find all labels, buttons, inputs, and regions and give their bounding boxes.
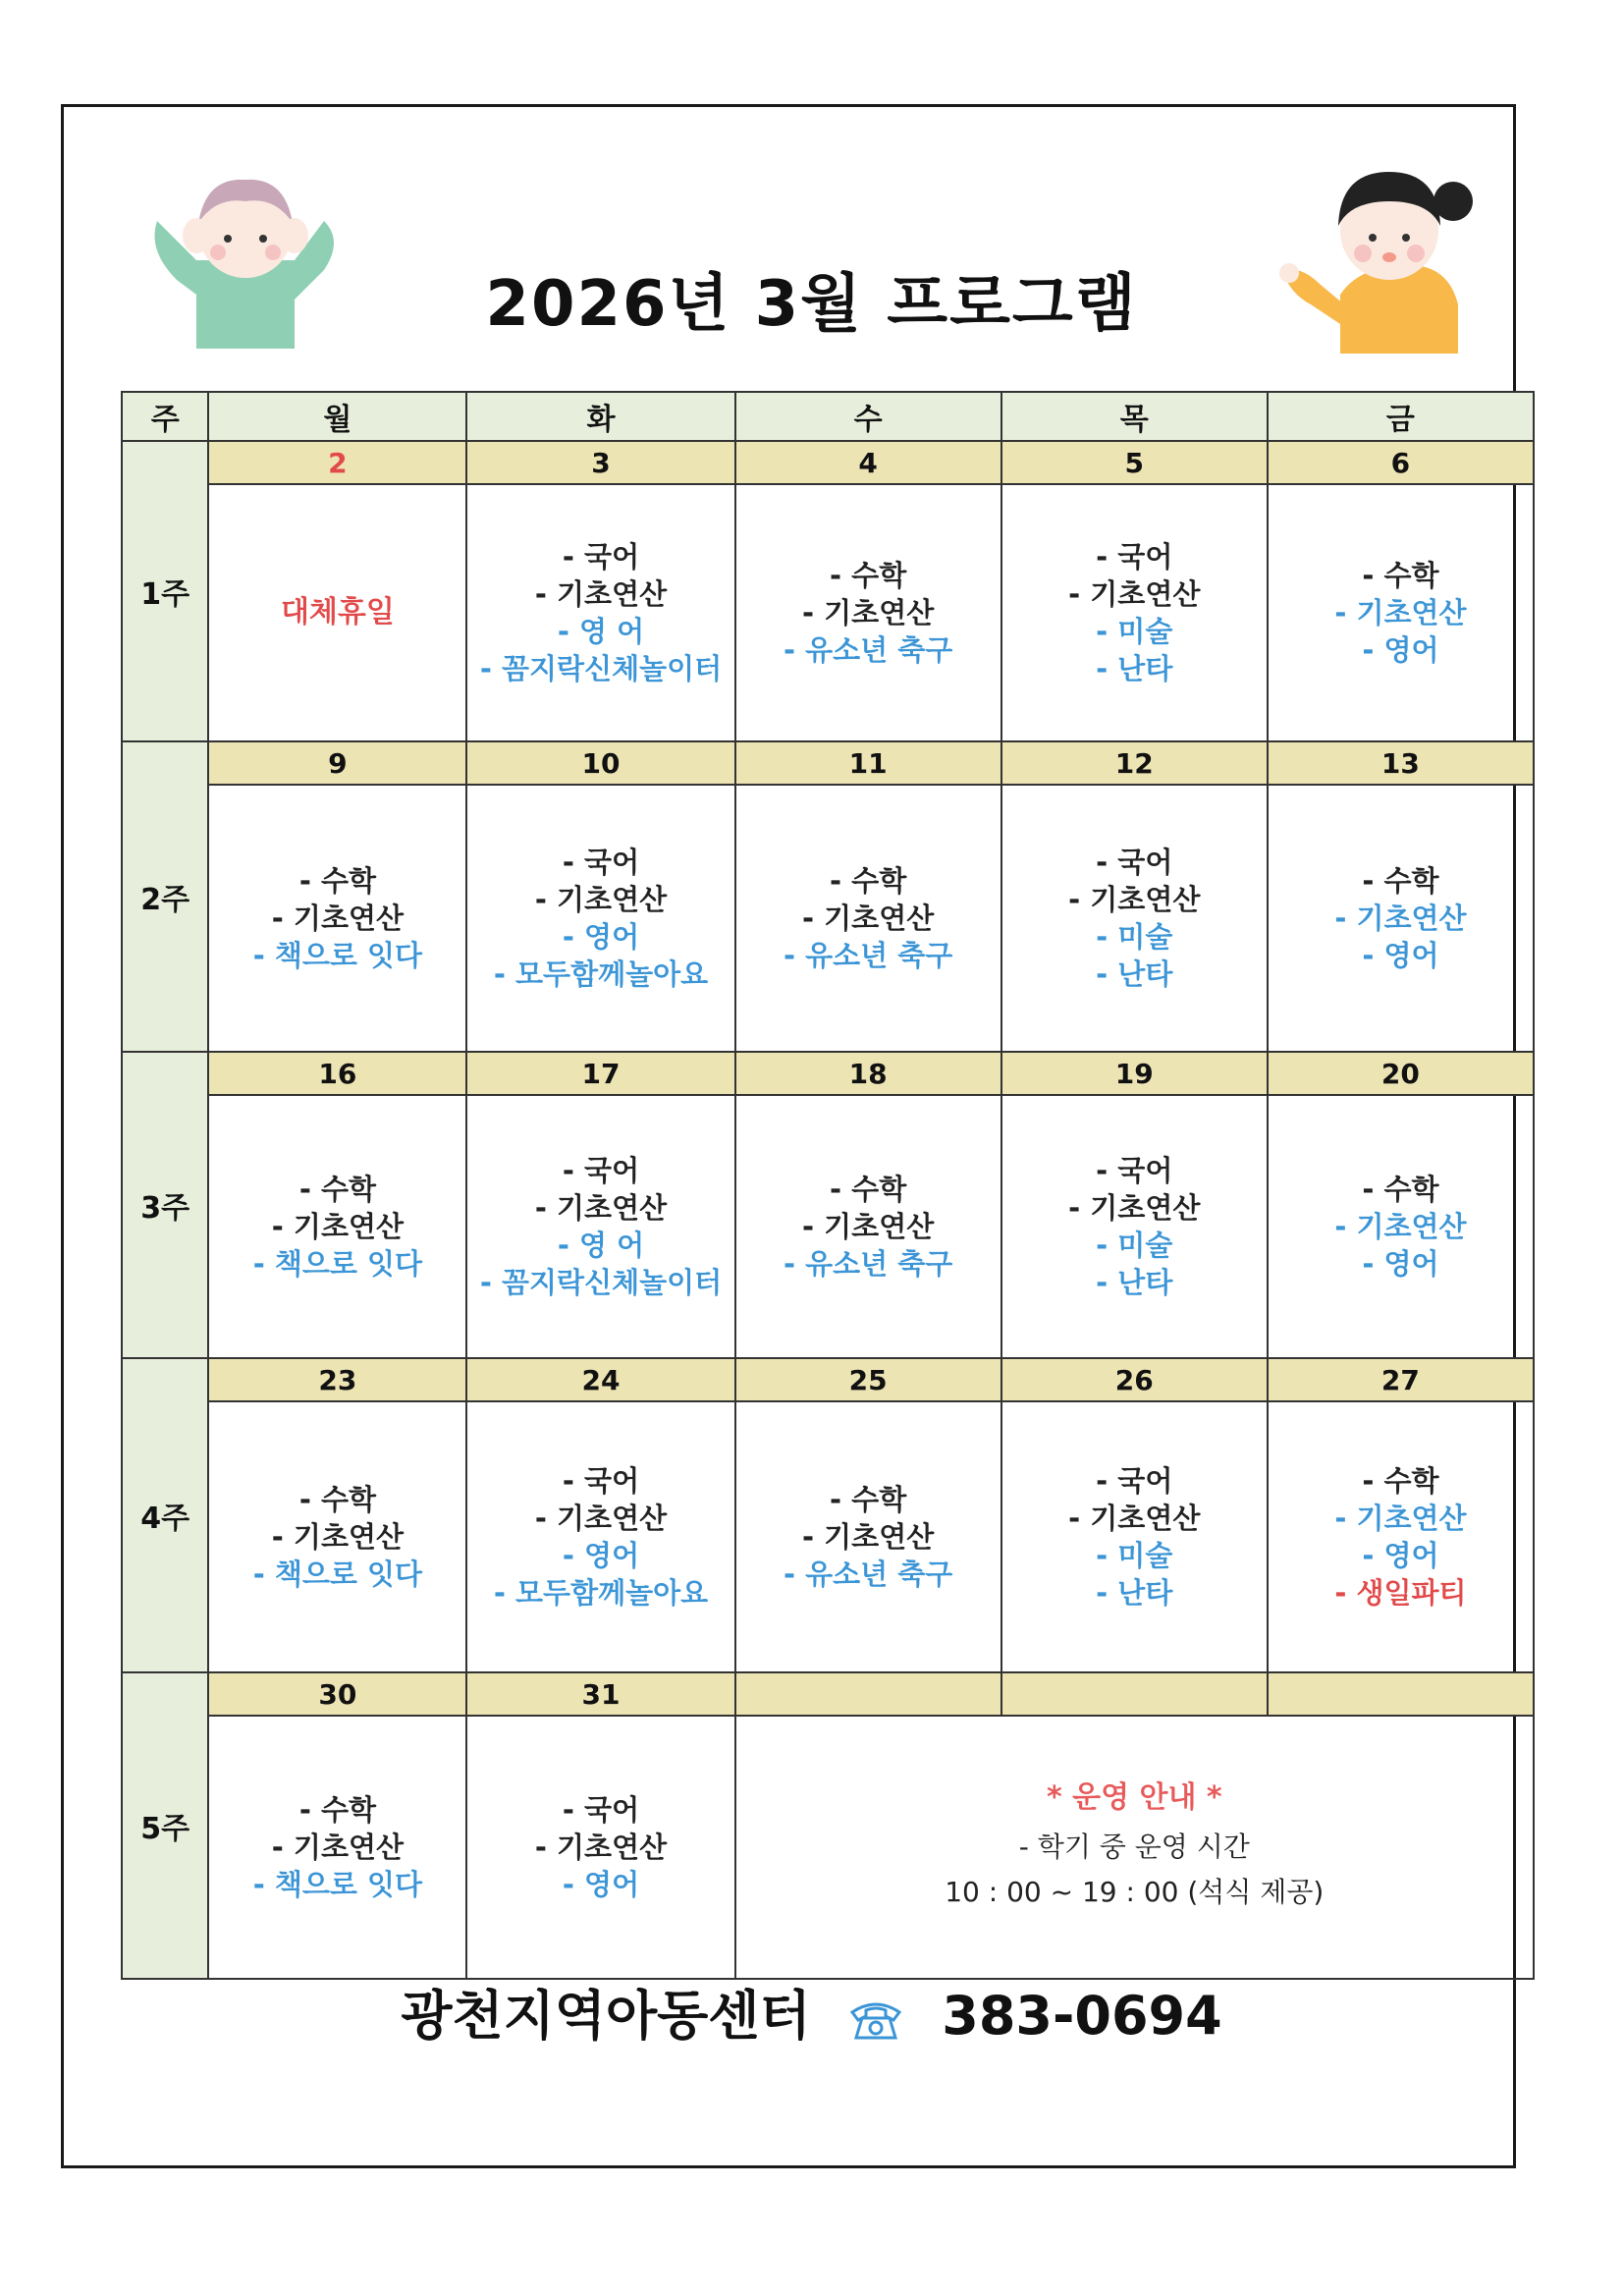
- program-item: - 기초연산: [534, 883, 668, 916]
- program-item: - 수학: [298, 1173, 376, 1206]
- program-item: - 모두함께놀아요: [493, 1576, 709, 1610]
- program-item: - 국어: [562, 1154, 640, 1187]
- program-item: - 꼼지락신체놀이터: [479, 1266, 723, 1299]
- program-item: - 기초연산: [271, 1520, 404, 1554]
- date-number: [1001, 1672, 1268, 1716]
- program-item: - 미술: [1096, 920, 1173, 954]
- program-item: - 수학: [830, 864, 907, 898]
- program-item: - 모두함께놀아요: [493, 957, 709, 991]
- week-label: 4주: [122, 1358, 208, 1672]
- date-number: 12: [1001, 741, 1268, 785]
- header-week: 주: [122, 392, 208, 441]
- header-day-thu: 목: [1001, 392, 1268, 441]
- program-item: - 유소년 축구: [783, 939, 953, 972]
- program-item: - 난타: [1096, 1576, 1173, 1610]
- date-number: [1268, 1672, 1534, 1716]
- day-program-cell: [1268, 484, 1534, 741]
- program-item: - 국어: [562, 540, 640, 574]
- program-item: - 미술: [1096, 615, 1173, 648]
- day-program-cell: [735, 484, 1001, 741]
- phone-icon: [846, 1995, 905, 2044]
- program-item: - 기초연산: [534, 577, 668, 611]
- program-item: - 기초연산: [802, 1520, 935, 1554]
- day-program-cell: [1001, 785, 1268, 1052]
- program-item: - 영어: [1362, 633, 1439, 667]
- program-item: - 영어: [1362, 939, 1439, 972]
- program-item: 대체휴일: [280, 595, 395, 629]
- program-item: - 수학: [1362, 1173, 1439, 1206]
- day-program-cell: [1001, 1401, 1268, 1672]
- program-item: - 수학: [1362, 1464, 1439, 1498]
- notice-title: * 운영 안내 *: [1046, 1780, 1222, 1815]
- date-number: 4: [735, 441, 1001, 484]
- header-day-fri: 금: [1268, 392, 1534, 441]
- program-item: - 꼼지락신체놀이터: [479, 652, 723, 685]
- date-number: 18: [735, 1052, 1001, 1095]
- program-item: - 기초연산: [271, 1210, 404, 1243]
- program-item: - 기초연산: [1068, 1191, 1201, 1225]
- date-number: 2: [208, 441, 466, 484]
- date-number: 10: [466, 741, 734, 785]
- program-item: - 유소년 축구: [783, 1558, 953, 1591]
- program-item: - 수학: [830, 1483, 907, 1516]
- program-item: - 국어: [562, 1464, 640, 1498]
- day-program-cell: [466, 1095, 734, 1358]
- program-item: - 기초연산: [802, 596, 935, 629]
- day-program-cell: [735, 1401, 1001, 1672]
- program-item: - 수학: [298, 1483, 376, 1516]
- program-item: - 수학: [830, 559, 907, 592]
- notice-hours-value: 10 : 00 ~ 19 : 00 (석식 제공): [945, 1876, 1325, 1908]
- program-item: - 국어: [1096, 1464, 1173, 1498]
- date-number: 30: [208, 1672, 466, 1716]
- program-calendar: [121, 391, 1535, 1980]
- header-day-tue: 화: [466, 392, 734, 441]
- week-label: 5주: [122, 1672, 208, 1979]
- day-program-cell: [1001, 1095, 1268, 1358]
- day-program-cell: [1268, 1401, 1534, 1672]
- program-item: - 난타: [1096, 652, 1173, 685]
- program-item: - 생일파티: [1334, 1576, 1467, 1610]
- program-item: - 영어: [562, 1868, 640, 1901]
- program-item: - 수학: [830, 1173, 907, 1206]
- date-number: 24: [466, 1358, 734, 1401]
- program-item: - 미술: [1096, 1539, 1173, 1572]
- date-number: 5: [1001, 441, 1268, 484]
- phone-number: 383-0694: [942, 1985, 1222, 2047]
- day-program-cell: [1268, 1095, 1534, 1358]
- date-number: 26: [1001, 1358, 1268, 1401]
- program-item: - 책으로 잇다: [252, 1868, 423, 1901]
- day-program-cell: [735, 785, 1001, 1052]
- program-item: - 수학: [1362, 559, 1439, 592]
- program-item: - 난타: [1096, 957, 1173, 991]
- date-number: 9: [208, 741, 466, 785]
- program-item: - 영어: [1362, 1539, 1439, 1572]
- program-item: - 기초연산: [1334, 1502, 1467, 1535]
- program-item: - 영어: [562, 920, 640, 954]
- week-label: 2주: [122, 741, 208, 1052]
- date-number: 3: [466, 441, 734, 484]
- program-item: - 기초연산: [1334, 902, 1467, 935]
- program-item: - 국어: [562, 846, 640, 879]
- program-item: - 국어: [1096, 1154, 1173, 1187]
- program-item: - 기초연산: [1068, 577, 1201, 611]
- date-number: 11: [735, 741, 1001, 785]
- day-program-cell: [1268, 785, 1534, 1052]
- date-number: [735, 1672, 1001, 1716]
- date-number: 20: [1268, 1052, 1534, 1095]
- program-item: - 기초연산: [1334, 1210, 1467, 1243]
- program-item: - 기초연산: [534, 1831, 668, 1864]
- program-item: - 국어: [1096, 846, 1173, 879]
- date-number: 6: [1268, 441, 1534, 484]
- program-item: - 책으로 잇다: [252, 1247, 423, 1281]
- program-item: - 미술: [1096, 1229, 1173, 1262]
- program-item: - 영어: [562, 1539, 640, 1572]
- date-number: 25: [735, 1358, 1001, 1401]
- program-item: - 기초연산: [534, 1502, 668, 1535]
- program-item: - 영 어: [557, 1229, 645, 1262]
- date-number: 17: [466, 1052, 734, 1095]
- footer: [0, 1974, 1623, 2050]
- day-program-cell: [466, 785, 734, 1052]
- header-day-mon: 월: [208, 392, 466, 441]
- program-item: - 유소년 축구: [783, 633, 953, 667]
- program-item: - 수학: [1362, 864, 1439, 898]
- day-program-cell: [208, 1095, 466, 1358]
- date-number: 19: [1001, 1052, 1268, 1095]
- day-program-cell: [208, 785, 466, 1052]
- program-item: - 난타: [1096, 1266, 1173, 1299]
- day-program-cell: [208, 1401, 466, 1672]
- program-item: - 영어: [1362, 1247, 1439, 1281]
- day-program-cell: [466, 1716, 734, 1979]
- center-name: 광천지역아동센터: [401, 1985, 811, 2047]
- program-item: - 국어: [562, 1793, 640, 1827]
- day-program-cell: [466, 484, 734, 741]
- date-number: 16: [208, 1052, 466, 1095]
- program-item: - 수학: [298, 864, 376, 898]
- week-label: 1주: [122, 441, 208, 741]
- day-program-cell: [208, 484, 466, 741]
- program-item: - 기초연산: [1068, 1502, 1201, 1535]
- program-item: - 책으로 잇다: [252, 1558, 423, 1591]
- notice-hours-label: - 학기 중 운영 시간: [1018, 1831, 1250, 1863]
- week-label: 3주: [122, 1052, 208, 1358]
- day-program-cell: [208, 1716, 466, 1979]
- operation-notice: [735, 1716, 1534, 1979]
- header-day-wed: 수: [735, 392, 1001, 441]
- program-item: - 유소년 축구: [783, 1247, 953, 1281]
- date-number: 23: [208, 1358, 466, 1401]
- program-item: - 기초연산: [802, 902, 935, 935]
- program-item: - 영 어: [557, 615, 645, 648]
- day-program-cell: [1001, 484, 1268, 741]
- program-item: - 기초연산: [534, 1191, 668, 1225]
- program-item: - 책으로 잇다: [252, 939, 423, 972]
- date-number: 13: [1268, 741, 1534, 785]
- program-item: - 수학: [298, 1793, 376, 1827]
- program-item: - 기초연산: [1334, 596, 1467, 629]
- program-item: - 기초연산: [802, 1210, 935, 1243]
- date-number: 31: [466, 1672, 734, 1716]
- date-number: 27: [1268, 1358, 1534, 1401]
- day-program-cell: [466, 1401, 734, 1672]
- program-item: - 국어: [1096, 540, 1173, 574]
- program-item: - 기초연산: [1068, 883, 1201, 916]
- program-item: - 기초연산: [271, 1831, 404, 1864]
- program-item: - 기초연산: [271, 902, 404, 935]
- day-program-cell: [735, 1095, 1001, 1358]
- page-title: 2026년 3월 프로그램: [485, 268, 1138, 341]
